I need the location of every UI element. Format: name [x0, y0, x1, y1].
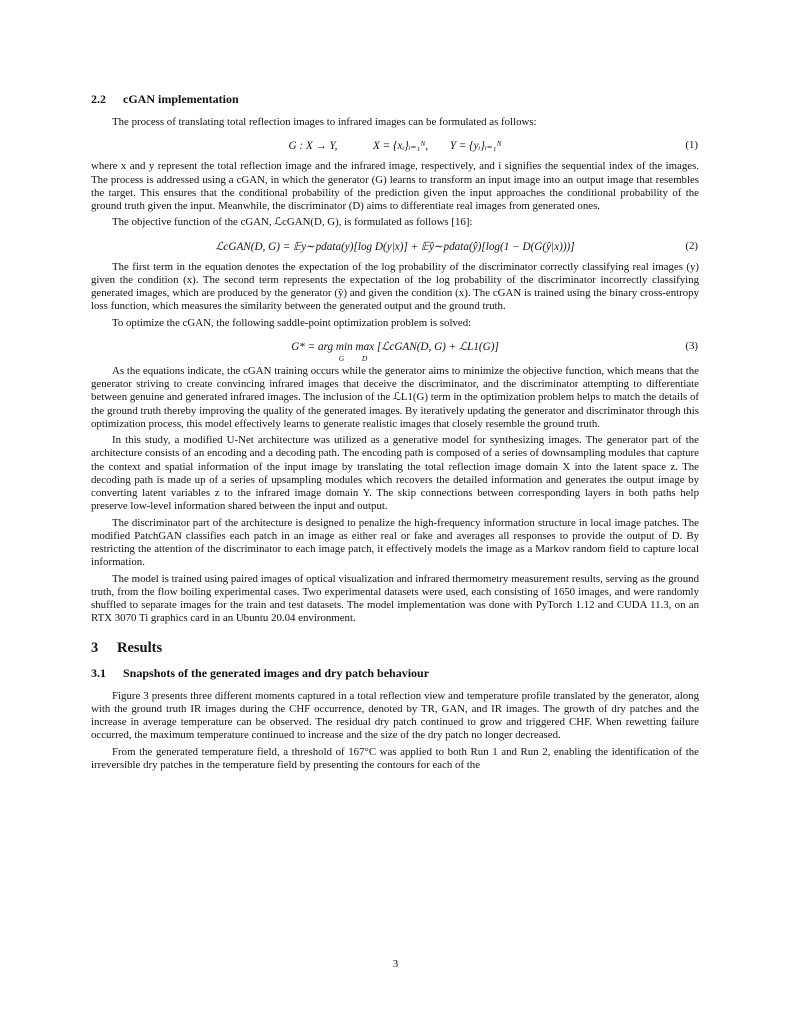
page-number: 3 [392, 958, 399, 970]
equation-number: (3) [685, 339, 698, 352]
equation-1 [91, 132, 699, 160]
paper-page [91, 92, 699, 775]
eq2-body: ℒcGAN(D, G) = 𝔼y∼pdata(y)[log D(y|x)] + 𝔼ŷ∼pdata(ŷ)[log(1 − D(G(ŷ|x)))] [215, 240, 575, 253]
eq1-lhs: G : X → Y, [288, 140, 338, 153]
section-title: Results [117, 639, 163, 656]
section-number: 2.2 [91, 92, 106, 106]
eq3-under-min: G [338, 353, 345, 363]
paragraph: Figure 3 presents three different moments captured in a total reflection view and temperature profile translated by the generator, along with the ground truth IR images during the CHF occurrence, denoted by TR, GAN, and IR images. The growth of dry patches and the increase in average temperature can be observed. The residual dry patch continued to grow and triggered CHF. When rewetting failure occurred, the maximum temperature continued to increase and the size of the dry patch no longer decreased. [91, 689, 699, 742]
paragraph: The discriminator part of the architecture is designed to penalize the high-frequency information structure in local image patches. The modified PatchGAN classifies each patch in an image as either real or fake and averages all responses to provide the output of D. By restricting the attention of the discriminator to each image patch, it effectively models the image as a Markov random field to capture local information. [91, 516, 699, 569]
eq3-under-max: D [361, 353, 368, 363]
section-title: Snapshots of the generated images and dry patch behaviour [123, 665, 430, 680]
paragraph: The objective function of the cGAN, ℒcGAN(D, G), is formulated as follows [16]: [112, 216, 473, 229]
eq3-body: G* = arg min max [ℒcGAN(D, G) + ℒL1(G)] [291, 340, 499, 353]
paragraph: In this study, a modified U-Net architecture was utilized as a generative model for synthesizing images. The generator part of the architecture consists of an encoding and a decoding path. The encoding path is composed of a series of downsampling modules that capture the context and spatial information of the input image by translating the total reflection image domain X into the latent space z. The decoding path is made up of a series of upsampling modules which recovers the detailed information and generates the output image by converting latent variables z to the infrared image domain Y. The skip connections between corresponding layers in both paths help preserve low-level information shared between the input and output. [91, 434, 699, 513]
section-heading-3 [91, 640, 699, 657]
paragraph: The process of translating total reflection images to infrared images can be formulated as follows: [112, 116, 537, 128]
section-number: 3.1 [91, 665, 106, 680]
paragraph: To optimize the cGAN, the following saddle-point optimization problem is solved: [112, 316, 472, 329]
eq1-mid: X = {xᵢ}ᵢ₌₁ᴺ, [373, 140, 429, 153]
section-number: 3 [91, 639, 99, 656]
paragraph: The model is trained using paired images of optical visualization and infrared thermometry measurement results, serving as the ground truth, from the flow boiling experimental cases. Two experimental datasets were used, each consisting of 1650 images, and were randomly shuffled to separate images for the train and test datasets. The model implementation was done with PyTorch 1.12 and CUDA 11.3, on an RTX 3070 Ti graphics card in an Ubuntu 20.04 environment. [91, 572, 699, 625]
equation-2 [91, 233, 699, 261]
section-title: cGAN implementation [123, 92, 239, 106]
section-heading-3-1 [91, 666, 699, 681]
equation-3 [91, 333, 699, 365]
equation-number: (2) [685, 239, 698, 252]
eq1-rhs: Y = {yᵢ}ᵢ₌₁ᴺ [449, 140, 502, 153]
equation-number: (1) [685, 139, 698, 152]
paragraph: From the generated temperature field, a threshold of 167°C was applied to both Run 1 and Run 2, enabling the identification of the irreversible dry patches in the temperature field by presenting the contours for each of the [91, 745, 699, 771]
paragraph: As the equations indicate, the cGAN training occurs while the generator aims to minimize the objective function, which means that the generator striving to create convincing infrared images that deceive the discriminator, and the discriminator attempting to differentiate between genuine and generated infrared images. The inclusion of the ℒL1(G) term in the optimization problem helps to match the details of the ground truth thereby improving the quality of the generated images. By iteratively updating the generator and discriminator through this optimization process, this model effectively learns to generate realistic images that closely resemble the ground truth. [91, 364, 699, 430]
paragraph: where x and y represent the total reflection image and the infrared image, respectively, and i signifies the sequential index of the images. The process is addressed using a cGAN, in which the generator (G) learns to transform an input image into an output image that resembles the target. This ensures that the conditional probability of the prediction given the input approaches the conditional probability of the ground truth given the input. Meanwhile, the discriminator (D) aims to differentiate real images from generated ones. [91, 160, 699, 212]
section-heading-2-2 [91, 92, 699, 107]
paragraph: The first term in the equation denotes the expectation of the log probability of the discriminator correctly classifying real images (y) given the condition (x). The second term represents the expectation of the log probability of the discriminator incorrectly classifying generated images, which are produced by the generator (ŷ) and given the condition (x). The cGAN is trained using the binary cross-entropy loss function, which measures the similarity between the generated output and the ground truth. [91, 260, 699, 313]
